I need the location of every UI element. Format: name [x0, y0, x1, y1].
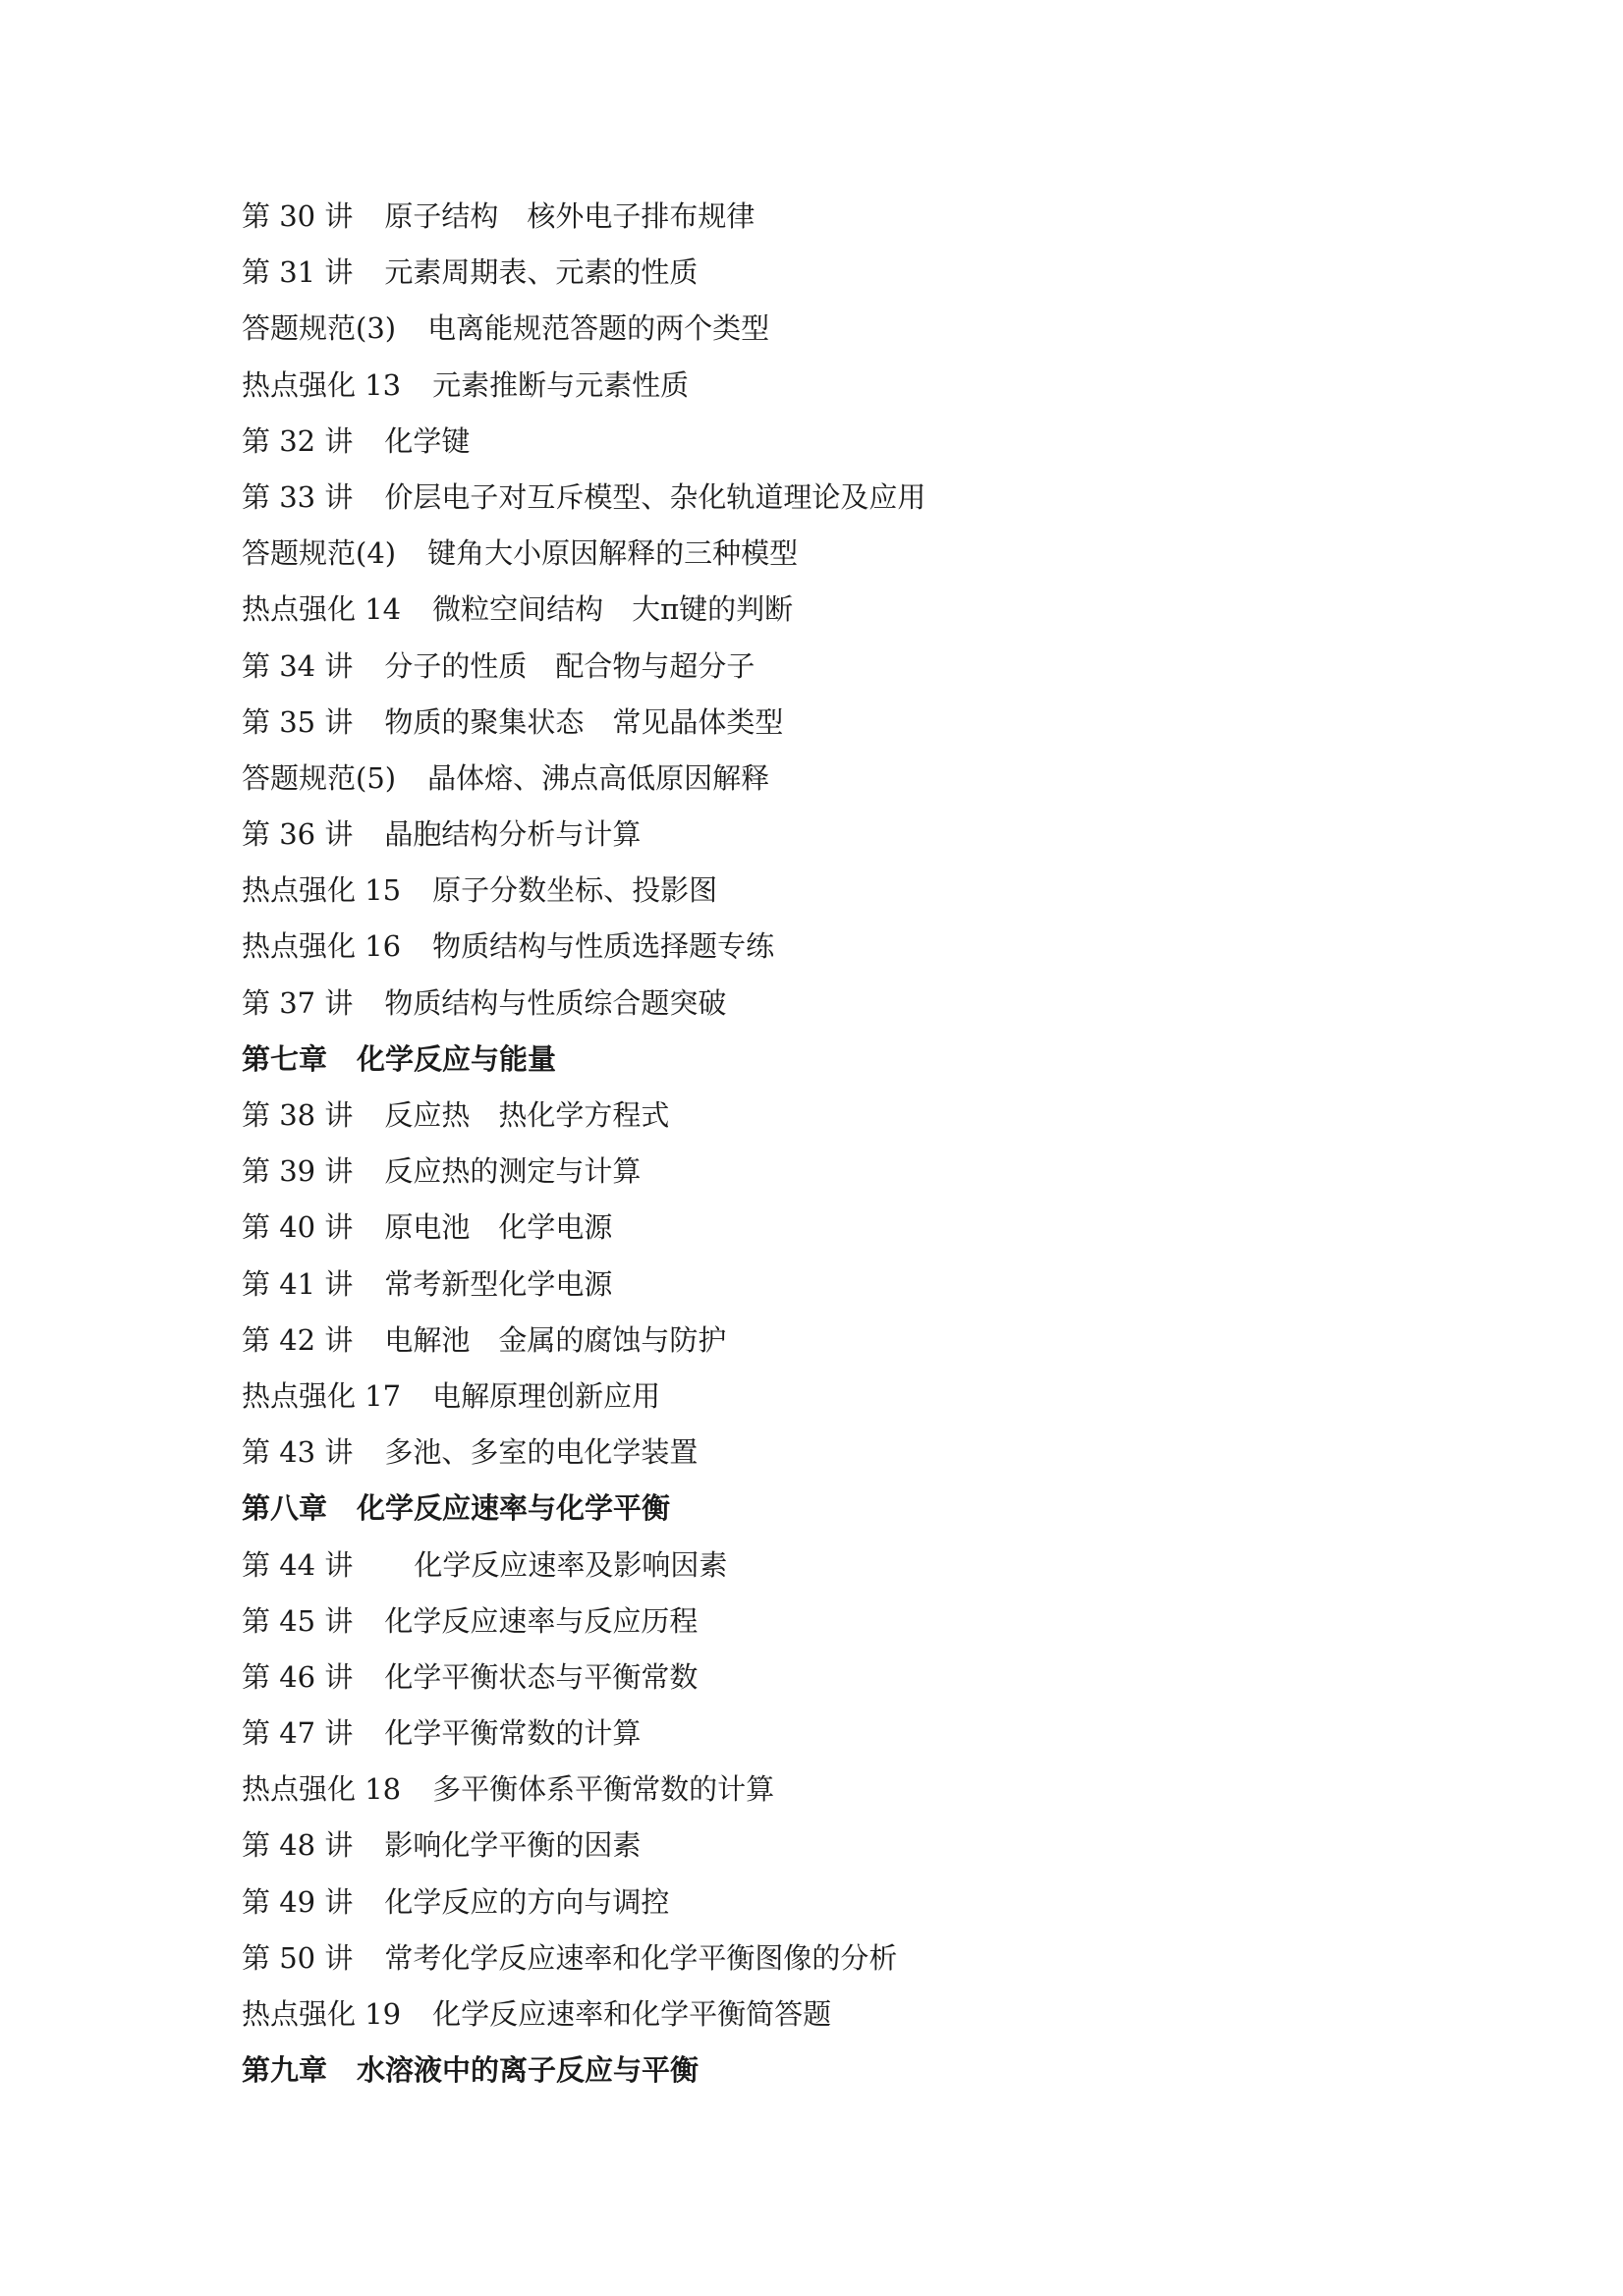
chapter-title: 水溶液中的离子反应与平衡: [357, 2053, 700, 2088]
entry-label: 第 46 讲: [242, 1659, 354, 1694]
entry-label: 第 41 讲: [242, 1266, 354, 1301]
toc-entry-lecture-46: [242, 1650, 1421, 1706]
toc-entry-answer-norm-5: [242, 751, 1421, 807]
entry-title: 多池、多室的电化学装置: [384, 1435, 699, 1470]
toc-entry-hotspot-17: [242, 1369, 1421, 1425]
entry-title: 反应热 热化学方程式: [384, 1098, 670, 1132]
entry-label: 热点强化 14: [242, 592, 402, 627]
entry-title: 电解池 金属的腐蚀与防护: [384, 1322, 727, 1357]
toc-entry-lecture-38: [242, 1088, 1421, 1144]
toc-entry-lecture-49: [242, 1875, 1421, 1931]
toc-entry-lecture-32: [242, 414, 1421, 470]
entry-label: 第 47 讲: [242, 1716, 354, 1751]
entry-label: 第 30 讲: [242, 199, 354, 233]
toc-entry-lecture-33: [242, 470, 1421, 526]
entry-label: 热点强化 13: [242, 367, 402, 402]
chapter-label: 第八章: [242, 1491, 328, 1526]
entry-label: 第 37 讲: [242, 985, 354, 1020]
entry-label: 热点强化 18: [242, 1772, 402, 1807]
toc-entry-lecture-50: [242, 1931, 1421, 1987]
entry-title: 化学反应的方向与调控: [384, 1884, 670, 1919]
entry-label: 第 36 讲: [242, 817, 354, 852]
entry-title: 元素周期表、元素的性质: [384, 255, 699, 290]
entry-title: 化学反应速率及影响因素: [414, 1547, 728, 1582]
entry-title: 原子结构 核外电子排布规律: [384, 199, 756, 233]
toc-entry-lecture-30: [242, 189, 1421, 245]
toc-entry-lecture-43: [242, 1425, 1421, 1481]
entry-label: 第 49 讲: [242, 1884, 354, 1919]
entry-label: 第 31 讲: [242, 255, 354, 290]
entry-title: 反应热的测定与计算: [384, 1154, 642, 1189]
chapter-title: 化学反应与能量: [357, 1041, 557, 1076]
entry-title: 化学反应速率和化学平衡简答题: [432, 1997, 832, 2031]
entry-label: 热点强化 15: [242, 873, 402, 908]
entry-label: 热点强化 16: [242, 929, 402, 964]
entry-label: 答题规范(5): [242, 760, 397, 795]
chapter-title: 化学反应速率与化学平衡: [357, 1491, 671, 1526]
toc-entry-lecture-45: [242, 1594, 1421, 1650]
toc-entry-lecture-40: [242, 1200, 1421, 1256]
toc-entry-lecture-37: [242, 976, 1421, 1032]
entry-title: 化学键: [384, 423, 471, 458]
entry-label: 第 39 讲: [242, 1154, 354, 1189]
entry-label: 第 40 讲: [242, 1210, 354, 1245]
entry-label: 第 44 讲: [242, 1547, 354, 1582]
entry-title: 多平衡体系平衡常数的计算: [432, 1772, 775, 1807]
entry-label: 热点强化 19: [242, 1997, 402, 2031]
toc-chapter-8: [242, 1481, 1421, 1537]
toc-chapter-7: [242, 1032, 1421, 1088]
toc-entry-lecture-44: [242, 1538, 1421, 1594]
entry-title: 分子的性质 配合物与超分子: [384, 648, 756, 683]
entry-label: 第 32 讲: [242, 423, 354, 458]
toc-entry-lecture-47: [242, 1706, 1421, 1762]
entry-title: 影响化学平衡的因素: [384, 1828, 642, 1863]
entry-title: 微粒空间结构 大π键的判断: [432, 592, 794, 627]
entry-label: 第 45 讲: [242, 1603, 354, 1638]
entry-title: 元素推断与元素性质: [432, 367, 690, 402]
toc-entry-hotspot-19: [242, 1987, 1421, 2043]
entry-title: 化学平衡常数的计算: [384, 1716, 642, 1751]
entry-title: 晶体熔、沸点高低原因解释: [427, 760, 770, 795]
toc-entry-hotspot-14: [242, 582, 1421, 638]
toc-entry-hotspot-13: [242, 358, 1421, 414]
entry-title: 电解原理创新应用: [432, 1378, 661, 1413]
entry-label: 第 48 讲: [242, 1828, 354, 1863]
entry-label: 第 42 讲: [242, 1322, 354, 1357]
toc-entry-answer-norm-3: [242, 301, 1421, 357]
entry-label: 答题规范(4): [242, 536, 397, 571]
toc-chapter-9: [242, 2043, 1421, 2099]
entry-title: 物质的聚集状态 常见晶体类型: [384, 704, 784, 739]
entry-title: 常考新型化学电源: [384, 1266, 613, 1301]
entry-label: 热点强化 17: [242, 1378, 402, 1413]
toc-entry-hotspot-16: [242, 919, 1421, 975]
entry-label: 答题规范(3): [242, 311, 397, 346]
toc-entry-lecture-41: [242, 1257, 1421, 1313]
entry-title: 化学平衡状态与平衡常数: [384, 1659, 699, 1694]
entry-title: 常考化学反应速率和化学平衡图像的分析: [384, 1940, 898, 1975]
table-of-contents: [242, 189, 1421, 2099]
toc-entry-lecture-34: [242, 639, 1421, 695]
entry-title: 物质结构与性质选择题专练: [432, 929, 775, 964]
entry-label: 第 50 讲: [242, 1940, 354, 1975]
toc-entry-hotspot-18: [242, 1762, 1421, 1818]
entry-title: 晶胞结构分析与计算: [384, 817, 642, 852]
entry-title: 原电池 化学电源: [384, 1210, 613, 1245]
toc-entry-lecture-48: [242, 1818, 1421, 1874]
toc-entry-lecture-39: [242, 1144, 1421, 1200]
chapter-label: 第七章: [242, 1041, 328, 1076]
entry-label: 第 34 讲: [242, 648, 354, 683]
entry-title: 化学反应速率与反应历程: [384, 1603, 699, 1638]
entry-label: 第 38 讲: [242, 1098, 354, 1132]
entry-label: 第 33 讲: [242, 479, 354, 514]
entry-label: 第 35 讲: [242, 704, 354, 739]
entry-title: 物质结构与性质综合题突破: [384, 985, 727, 1020]
entry-title: 键角大小原因解释的三种模型: [427, 536, 799, 571]
entry-title: 电离能规范答题的两个类型: [427, 311, 770, 346]
entry-label: 第 43 讲: [242, 1435, 354, 1470]
toc-entry-lecture-42: [242, 1313, 1421, 1369]
entry-title: 原子分数坐标、投影图: [432, 873, 718, 908]
toc-entry-lecture-35: [242, 695, 1421, 751]
toc-entry-lecture-31: [242, 245, 1421, 301]
chapter-label: 第九章: [242, 2053, 328, 2088]
toc-entry-lecture-36: [242, 807, 1421, 863]
toc-entry-hotspot-15: [242, 863, 1421, 919]
entry-title: 价层电子对互斥模型、杂化轨道理论及应用: [384, 479, 926, 514]
toc-entry-answer-norm-4: [242, 526, 1421, 582]
